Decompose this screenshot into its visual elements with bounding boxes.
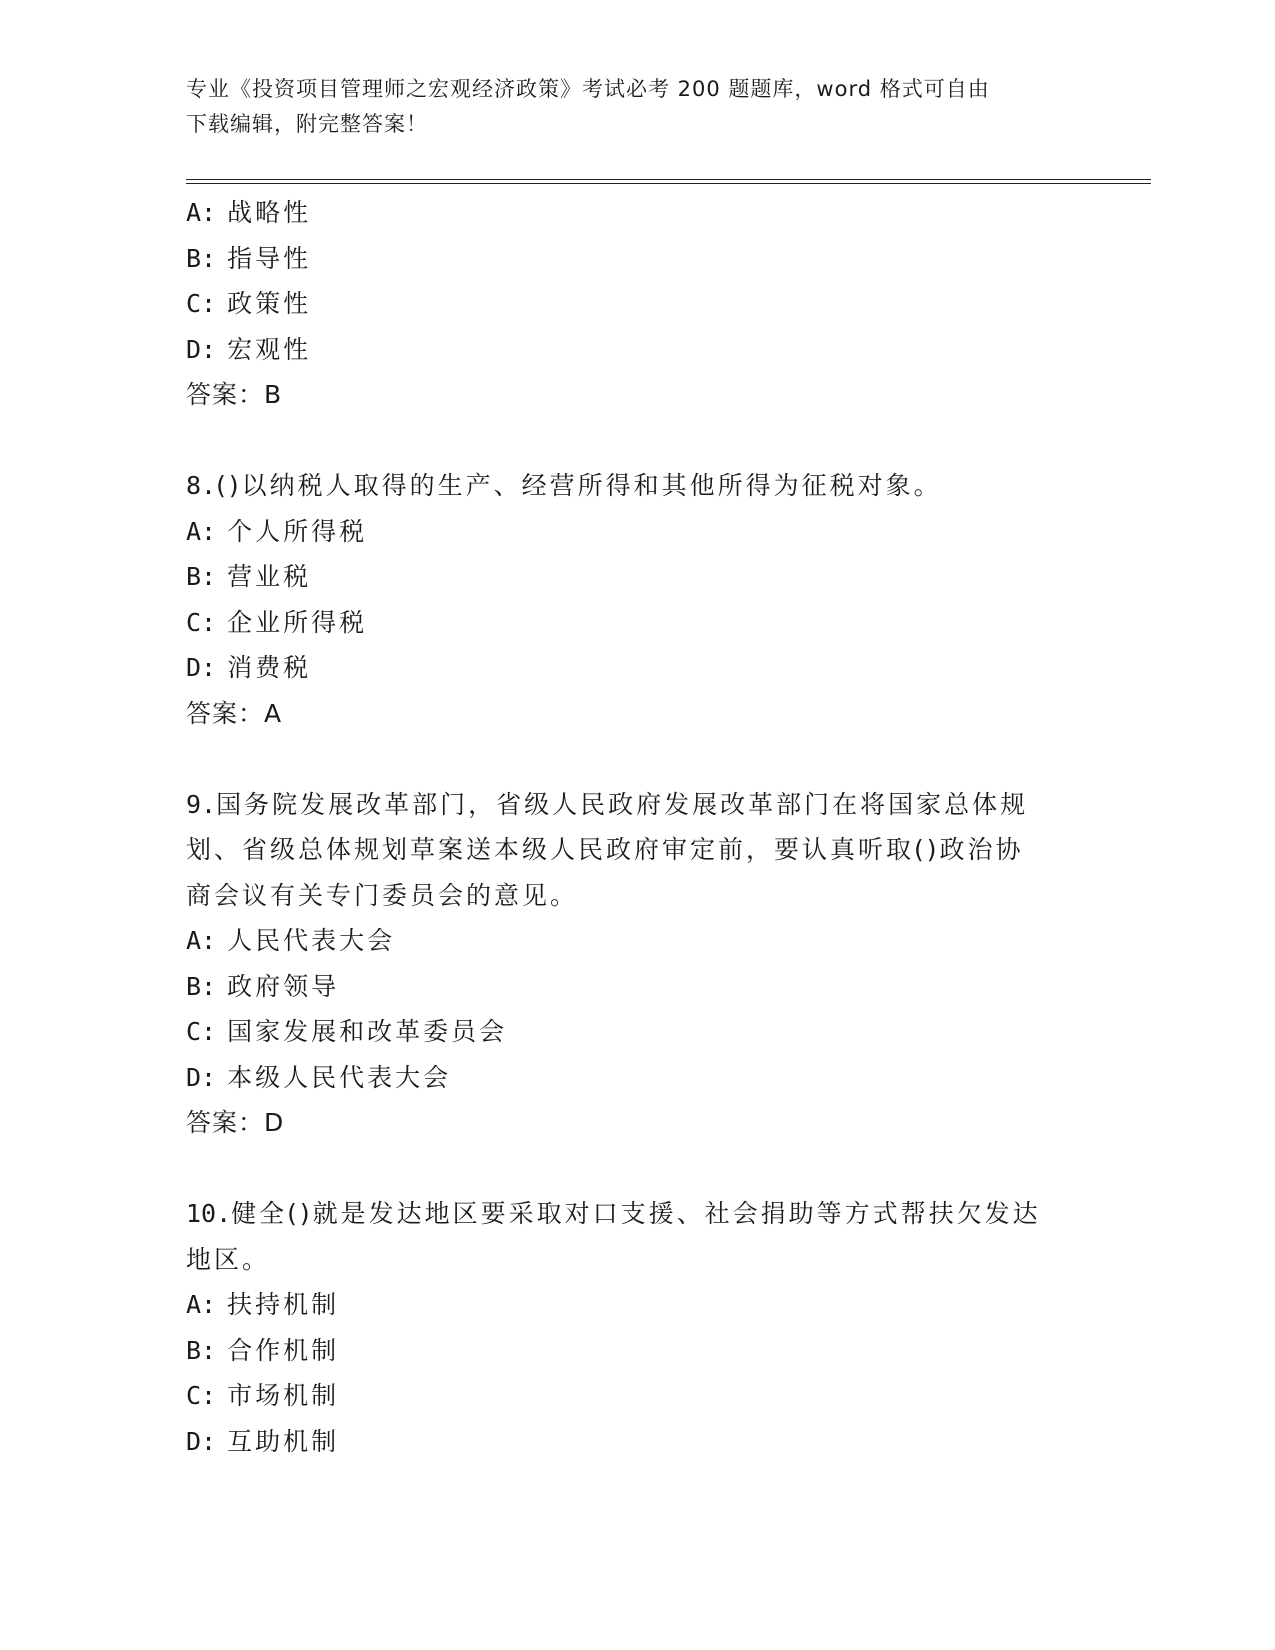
option-c <box>186 1009 1086 1055</box>
answer-value: B <box>264 380 283 409</box>
option-letter: C: <box>186 607 217 637</box>
header-divider <box>186 179 1151 184</box>
option-d <box>186 327 1086 373</box>
option-letter: B: <box>186 1335 217 1365</box>
option-text: 政府领导 <box>227 971 340 1001</box>
option-text: 宏观性 <box>227 334 312 364</box>
document-header <box>186 72 1066 142</box>
option-a <box>186 1282 1086 1328</box>
option-text: 人民代表大会 <box>227 926 396 955</box>
answer-line <box>186 691 1086 737</box>
option-text: 指导性 <box>227 243 312 273</box>
question-stem-line-2: 划、省级总体规划草案送本级人民政府审定前，要认真听取()政治协 <box>186 835 1024 864</box>
spacer <box>186 736 1086 782</box>
option-letter: D: <box>186 653 217 682</box>
option-letter: B: <box>186 562 217 591</box>
answer-line <box>186 1100 1086 1146</box>
answer-label: 答案： <box>186 1108 265 1137</box>
answer-label: 答案： <box>186 698 265 728</box>
option-letter: A: <box>186 926 217 955</box>
question-9 <box>186 782 1086 1146</box>
answer-value: D <box>264 1108 285 1137</box>
header-line-2: 下载编辑，附完整答案！ <box>186 112 428 136</box>
option-letter: C: <box>186 289 217 318</box>
question-7 <box>186 190 1086 418</box>
option-letter: A: <box>186 1290 217 1319</box>
answer-line <box>186 372 1086 418</box>
option-text: 国家发展和改革委员会 <box>227 1017 508 1046</box>
question-text <box>186 782 1086 828</box>
option-b <box>186 236 1086 282</box>
option-c <box>186 281 1086 327</box>
option-text: 本级人民代表大会 <box>227 1062 452 1092</box>
option-b <box>186 1328 1086 1374</box>
question-stem-line-3: 商会议有关专门委员会的意见。 <box>186 880 579 910</box>
question-text <box>186 1191 1086 1237</box>
option-d <box>186 1419 1086 1465</box>
option-text: 战略性 <box>227 198 312 227</box>
question-stem-line-2: 地区。 <box>186 1244 271 1274</box>
option-a <box>186 190 1086 236</box>
option-letter: D: <box>186 1426 217 1456</box>
question-stem-line-1: 健全()就是发达地区要采取对口支援、社会捐助等方式帮扶欠发达 <box>231 1199 1041 1228</box>
option-letter: B: <box>186 971 217 1001</box>
option-text: 个人所得税 <box>227 516 368 546</box>
question-text <box>186 463 1086 509</box>
option-letter: A: <box>186 516 217 546</box>
option-c <box>186 600 1086 646</box>
answer-label: 答案： <box>186 380 265 409</box>
question-10 <box>186 1191 1086 1464</box>
option-text: 市场机制 <box>227 1381 340 1410</box>
option-letter: C: <box>186 1017 217 1046</box>
option-letter: A: <box>186 198 217 227</box>
question-list <box>186 190 1086 1464</box>
option-b <box>186 964 1086 1010</box>
option-text: 扶持机制 <box>227 1290 340 1319</box>
question-number: 9. <box>186 789 217 819</box>
option-d <box>186 645 1086 691</box>
option-letter: D: <box>186 1062 217 1092</box>
answer-value: A <box>264 698 283 728</box>
question-stem: ()以纳税人取得的生产、经营所得和其他所得为征税对象。 <box>216 471 942 500</box>
option-letter: B: <box>186 243 217 273</box>
option-b <box>186 554 1086 600</box>
option-d <box>186 1055 1086 1101</box>
option-letter: C: <box>186 1381 217 1410</box>
option-a <box>186 509 1086 555</box>
question-number: 10. <box>186 1199 232 1228</box>
option-a <box>186 918 1086 964</box>
spacer <box>186 418 1086 464</box>
option-c <box>186 1373 1086 1419</box>
spacer <box>186 1146 1086 1192</box>
question-stem-line-1: 国务院发展改革部门，省级人民政府发展改革部门在将国家总体规 <box>216 789 1029 819</box>
option-text: 消费税 <box>227 653 312 682</box>
header-line-1: 专业《投资项目管理师之宏观经济政策》考试必考 200 题题库，word 格式可自由 <box>186 77 990 101</box>
option-text: 营业税 <box>227 562 312 591</box>
option-text: 企业所得税 <box>227 607 368 637</box>
question-number: 8. <box>186 471 217 500</box>
question-8 <box>186 463 1086 736</box>
option-text: 合作机制 <box>227 1335 340 1365</box>
option-text: 政策性 <box>227 289 312 318</box>
option-text: 互助机制 <box>227 1426 340 1456</box>
option-letter: D: <box>186 334 217 364</box>
